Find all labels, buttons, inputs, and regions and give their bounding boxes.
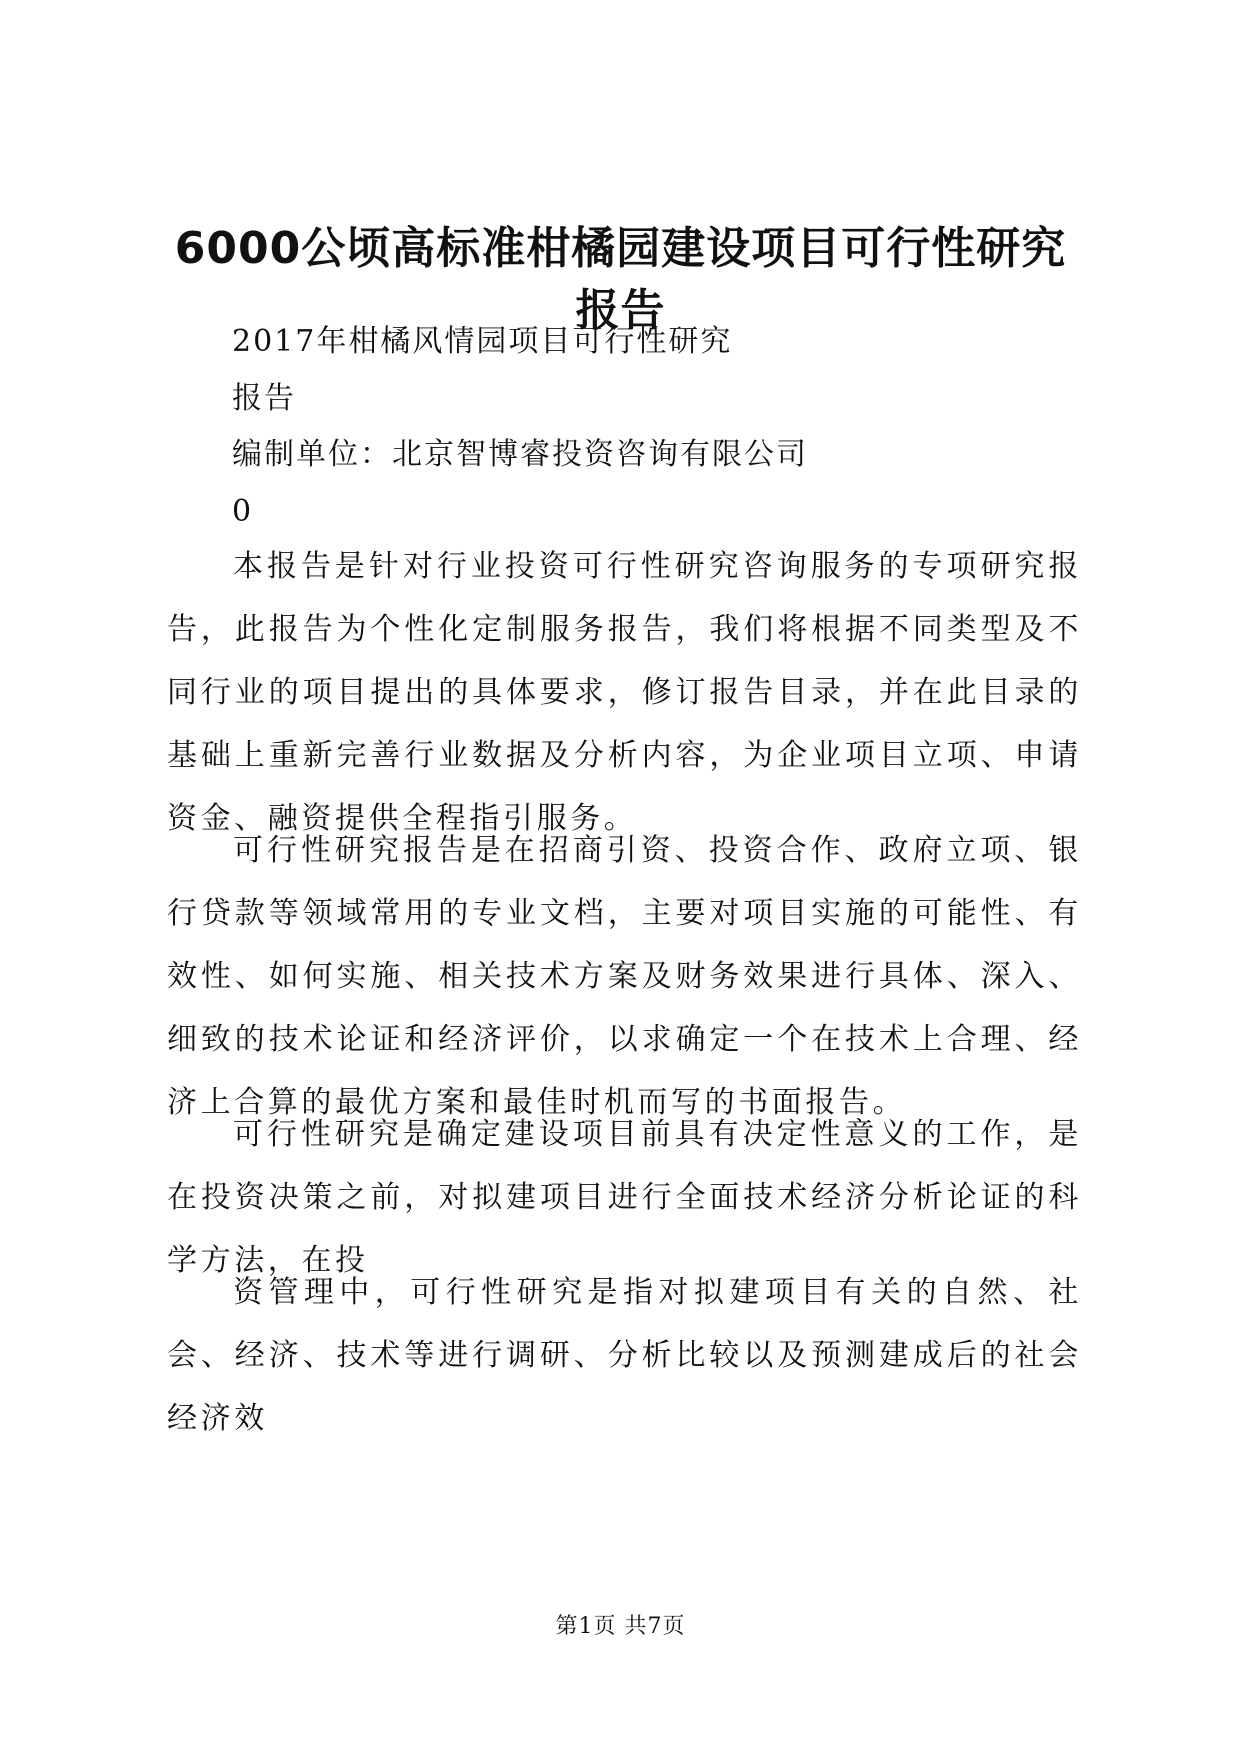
document-title-line-1: 6000公顷高标准柑橘园建设项目可行性研究	[174, 223, 1067, 274]
zero-marker: 0	[232, 494, 254, 529]
subtitle-line-1: 2017年柑橘风情园项目可行性研究	[232, 324, 733, 359]
document-title-line-2: 报告	[575, 285, 666, 336]
paragraph-intro: 本报告是针对行业投资可行性研究咨询服务的专项研究报告，此报告为个性化定制服务报告，我们将根据不同类型及不同行业的项目提出的具体要求，修订报告目录，并在此目录的基础上重新完善行业数据及分析内容，为企业项目立项、申请资金、融资提供全程指引服务。	[167, 549, 1082, 836]
paragraph-management: 资管理中，可行性研究是指对拟建项目有关的自然、社会、经济、技术等进行调研、分析比较以及预测建成后的社会经济效	[167, 1275, 1082, 1436]
page-number-footer: 第1页 共7页	[555, 1614, 686, 1639]
compiler-line: 编制单位：北京智博睿投资咨询有限公司	[232, 437, 808, 472]
paragraph-definition: 可行性研究报告是在招商引资、投资合作、政府立项、银行贷款等领域常用的专业文档，主要对项目实施的可能性、有效性、如何实施、相关技术方案及财务效果进行具体、深入、细致的技术论证和经济评价，以求确定一个在技术上合理、经济上合算的最优方案和最佳时机而写的书面报告。	[167, 833, 1082, 1120]
subtitle-line-2: 报告	[232, 381, 296, 416]
paragraph-importance: 可行性研究是确定建设项目前具有决定性意义的工作，是在投资决策之前，对拟建项目进行全面技术经济分析论证的科学方法，在投	[167, 1117, 1082, 1278]
